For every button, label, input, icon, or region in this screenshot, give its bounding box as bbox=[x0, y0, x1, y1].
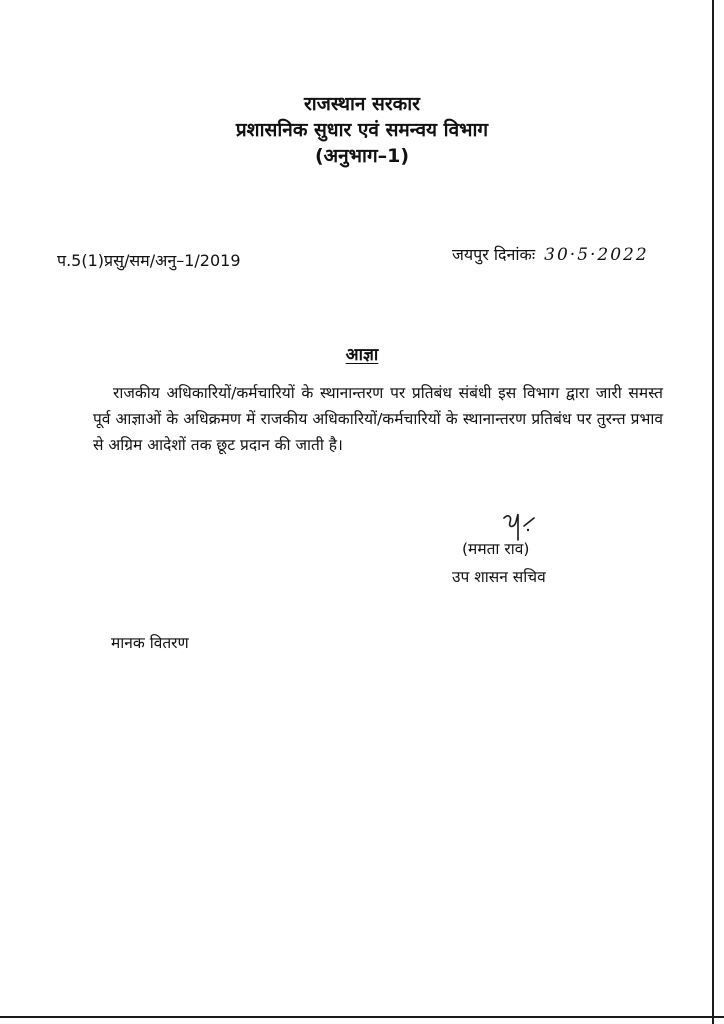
order-title bbox=[0, 344, 724, 366]
order-title-text: आज्ञा bbox=[345, 345, 379, 365]
order-body: राजकीय अधिकारियों/कर्मचारियों के स्थानान्तरण पर प्रतिबंध संबंधी इस विभाग द्वारा जारी समस्त पूर्व आज्ञाओं के अधिक्रमण में राजकीय अधिकारियों/कर्मचारियों के स्थानान्तरण प्रतिबंध पर तुरन्त प्रभाव से अग्रिम आदेशों तक छूट प्रदान की जाती है। bbox=[93, 384, 663, 454]
signatory-designation: उप शासन सचिव bbox=[452, 568, 546, 586]
header-department: प्रशासनिक सुधार एवं समन्वय विभाग bbox=[235, 119, 489, 141]
header-government: राजस्थान सरकार bbox=[304, 93, 420, 115]
date-block bbox=[452, 244, 649, 266]
date-value: 30·5·2022 bbox=[544, 245, 649, 265]
signatory-name: (ममता राव) bbox=[462, 540, 530, 558]
scan-edge-bottom bbox=[0, 1016, 724, 1018]
date-label: जयपुर दिनांकः bbox=[452, 245, 536, 264]
reference-number: प.5(1)प्रसु/सम/अनु–1/2019 bbox=[57, 251, 241, 270]
distribution-label: मानक वितरण bbox=[111, 634, 189, 652]
header-section: (अनुभाग–1) bbox=[314, 145, 410, 167]
